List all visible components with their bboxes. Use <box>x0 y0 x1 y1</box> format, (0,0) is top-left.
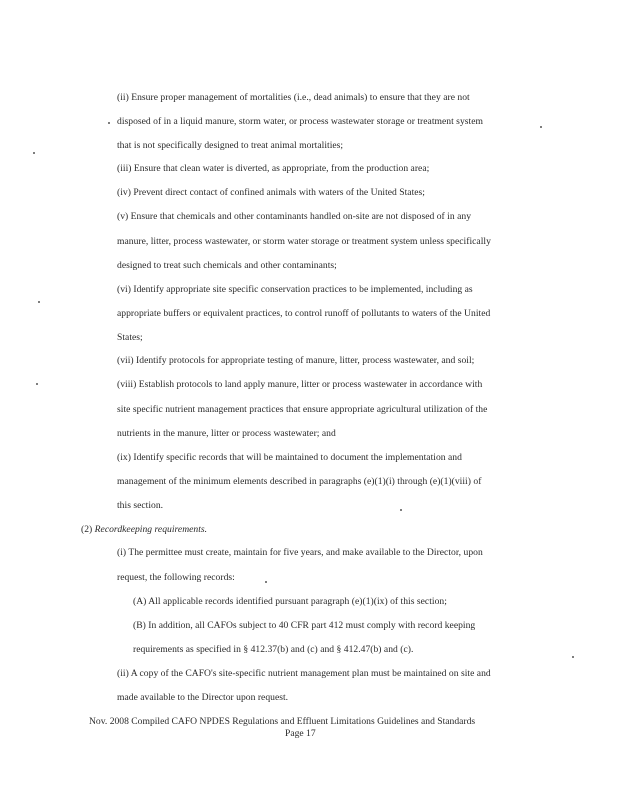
text-line: made available to the Director upon request. <box>117 692 289 703</box>
text-line-subitem-ii: (ii) A copy of the CAFO's site-specific nutrient management plan must be maintained on site and <box>117 668 491 679</box>
footer-citation: Nov. 2008 Compiled CAFO NPDES Regulations and Effluent Limitations Guidelines and Standards <box>89 716 476 727</box>
text-line: designed to treat such chemicals and other contaminants; <box>117 260 337 271</box>
text-line-item-v: (v) Ensure that chemicals and other contaminants handled on-site are not disposed of in any <box>117 211 472 222</box>
text-line-item-vi: (vi) Identify appropriate site specific conservation practices to be implemented, including as <box>117 284 473 295</box>
text-line-item-iv: (iv) Prevent direct contact of confined animals with waters of the United States; <box>117 187 425 198</box>
text-line-item-ii: (ii) Ensure proper management of mortalities (i.e., dead animals) to ensure that they are not <box>117 92 470 103</box>
section-title: Recordkeeping requirements. <box>94 524 208 535</box>
text-line-subitem-i: (i) The permittee must create, maintain for five years, and make available to the Director, upon <box>117 547 483 558</box>
section-number: (2) <box>81 524 93 535</box>
text-line-subitem-a: (A) All applicable records identified pursuant paragraph (e)(1)(ix) of this section; <box>133 596 447 607</box>
text-line: management of the minimum elements described in paragraphs (e)(1)(i) through (e)(1)(viii) of <box>117 476 482 487</box>
scan-speck <box>540 126 542 128</box>
scan-speck <box>400 509 402 511</box>
text-line: States; <box>117 332 143 343</box>
section-heading <box>81 524 207 536</box>
text-line: requirements as specified in § 412.37(b) and (c) and § 412.47(b) and (c). <box>133 644 414 655</box>
text-line-item-viii: (viii) Establish protocols to land apply manure, litter or process wastewater in accordance with <box>117 379 483 390</box>
text-line: site specific nutrient management practices that ensure appropriate agricultural utilization of the <box>117 404 488 415</box>
text-line: nutrients in the manure, litter or process wastewater; and <box>117 428 336 439</box>
text-line-item-iii: (iii) Ensure that clean water is diverted, as appropriate, from the production area; <box>117 163 430 174</box>
text-line-subitem-b: (B) In addition, all CAFOs subject to 40 CFR part 412 must comply with record keeping <box>133 620 476 631</box>
scan-speck <box>38 301 40 303</box>
text-line: disposed of in a liquid manure, storm water, or process wastewater storage or treatment system <box>117 116 483 127</box>
scan-speck <box>36 383 38 385</box>
scan-speck <box>108 122 110 124</box>
scan-speck <box>265 581 267 583</box>
text-line: manure, litter, process wastewater, or storm water storage or treatment system unless specifically <box>117 236 491 247</box>
scan-speck <box>33 152 35 154</box>
text-line: that is not specifically designed to treat animal mortalities; <box>117 140 344 151</box>
scan-speck <box>572 656 574 658</box>
page-number: Page 17 <box>285 728 316 739</box>
text-line: appropriate buffers or equivalent practices, to control runoff of pollutants to waters of the United <box>117 308 491 319</box>
text-line: request, the following records: <box>117 572 235 583</box>
text-line: this section. <box>117 500 164 511</box>
text-line-item-vii: (vii) Identify protocols for appropriate testing of manure, litter, process wastewater, and soil; <box>117 355 475 366</box>
text-line-item-ix: (ix) Identify specific records that will be maintained to document the implementation and <box>117 452 462 463</box>
